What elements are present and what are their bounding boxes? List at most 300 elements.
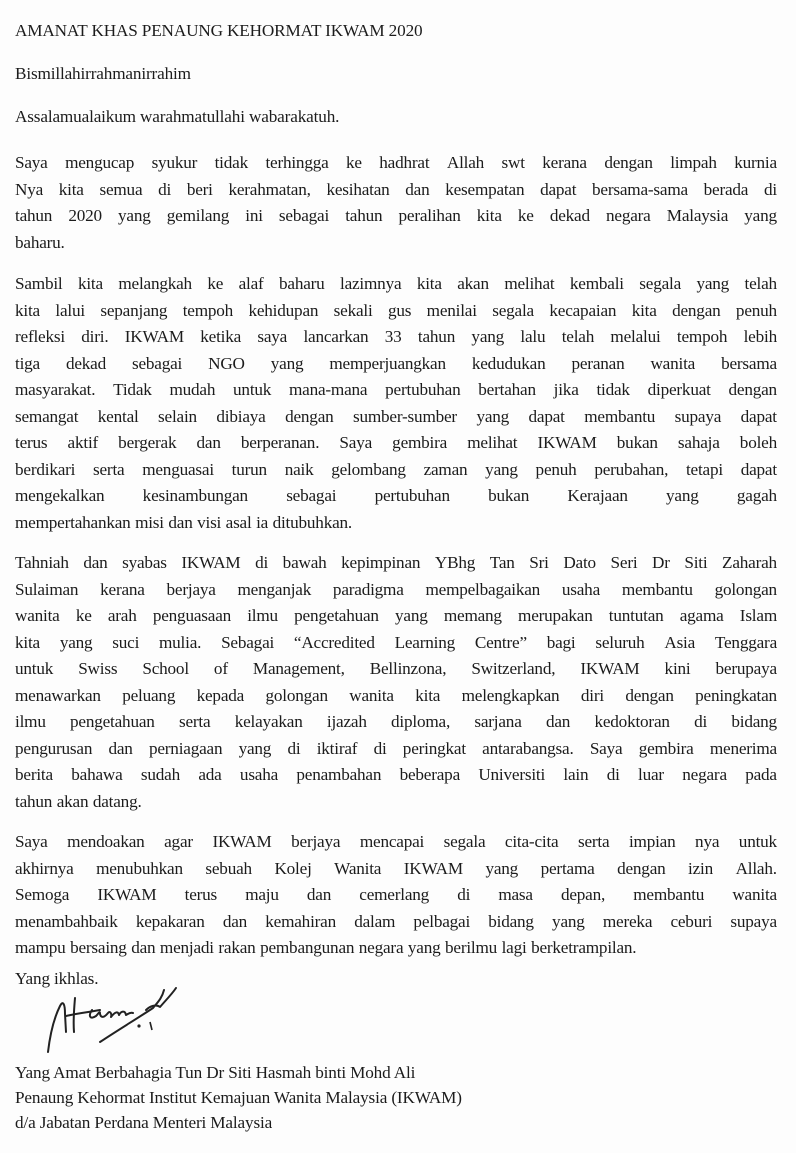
word: Seri [610, 553, 638, 572]
word: lancarkan [303, 327, 369, 346]
word: menganjak [237, 579, 312, 599]
word: bersama-sama [592, 179, 688, 199]
word: berada [703, 179, 749, 199]
word: kerana [542, 153, 587, 172]
word: Sri [529, 553, 549, 572]
word: dan [83, 553, 108, 572]
word: Switzerland, [471, 659, 556, 678]
word: tahun [15, 206, 53, 225]
word: bukan [616, 433, 658, 452]
word: mampu [15, 938, 66, 957]
word: akan [56, 791, 89, 811]
word: memang [443, 606, 502, 625]
paragraph-line [15, 882, 777, 909]
word: yang [395, 606, 428, 625]
word: perniagaan [148, 738, 223, 758]
word: mengucap [65, 153, 135, 172]
word: Zaharah [722, 553, 777, 572]
word: kerahmatan, [228, 179, 311, 199]
word: Bellinzona, [369, 659, 447, 678]
word: sahaja [677, 433, 720, 452]
paragraph-line [15, 709, 777, 736]
word: membantu [584, 406, 656, 426]
word: IKWAM [181, 553, 241, 572]
word: Siti [684, 553, 708, 572]
word: tempoh [182, 300, 234, 320]
word: di [457, 885, 471, 904]
word: ke [517, 206, 534, 225]
word: menjadi [159, 938, 214, 957]
word: ada [198, 765, 222, 784]
word: tiga [15, 353, 40, 373]
word: lain [563, 765, 589, 784]
word: diri [580, 685, 604, 705]
word: wanita [15, 606, 60, 625]
word: kemahiran [265, 911, 337, 931]
word: menambahbaik [15, 911, 118, 931]
word: Saya [15, 832, 48, 851]
word: berupaya [715, 659, 777, 678]
word: berjaya [291, 832, 341, 851]
word: bersaing [70, 938, 127, 957]
word: Nya [15, 179, 44, 199]
closing-line: Yang ikhlas. [15, 969, 99, 988]
word: mudah [169, 380, 216, 399]
word: dapat [540, 179, 577, 199]
paragraph-line [15, 177, 777, 204]
word: ilmu [15, 712, 46, 731]
word: swt [501, 153, 525, 172]
word: aktif [67, 433, 99, 452]
word: Allah [446, 153, 485, 172]
word: usaha [561, 579, 601, 599]
word: kita [476, 206, 502, 225]
word: kedudukan [471, 353, 546, 373]
signature-icon [38, 980, 248, 1055]
word: dekad [549, 206, 590, 225]
word: yang [485, 459, 518, 479]
word: baharu. [15, 232, 65, 252]
word: berilmu [445, 938, 498, 957]
word: dan [131, 938, 156, 957]
word: merupakan [518, 606, 593, 625]
word: semangat [15, 406, 79, 426]
word: diri. [81, 327, 109, 346]
word: pertubuhan [374, 486, 450, 505]
word: negara [682, 765, 727, 784]
word: yang [666, 486, 699, 505]
word: tetapi [685, 459, 723, 479]
word: Tidak [113, 380, 152, 399]
word: tahun [15, 791, 53, 811]
word: di [287, 738, 301, 758]
word: syukur [151, 153, 198, 172]
word: gemilang [166, 206, 230, 225]
paragraph-3 [15, 550, 777, 815]
word: penuh [735, 300, 777, 320]
word: segala [443, 832, 486, 851]
word: IKWAM [580, 659, 640, 678]
word: kelayakan [234, 712, 303, 731]
word: dapat [740, 459, 777, 479]
word: bidang [731, 712, 777, 731]
word: NGO [208, 353, 245, 373]
word: yang [476, 406, 510, 426]
word: iktiraf [316, 738, 358, 758]
word: beri [186, 179, 213, 199]
word: dan [108, 738, 133, 758]
word: pengetahuan [294, 606, 379, 625]
word: limpah [670, 153, 717, 172]
word: bersama [721, 353, 777, 373]
word: bidang [488, 911, 534, 931]
word: kita [631, 300, 657, 320]
signatory-address: d/a Jabatan Perdana Menteri Malaysia [15, 1113, 273, 1132]
word: kembali [569, 274, 624, 293]
word: masyarakat. [15, 380, 96, 399]
word: Islam [739, 606, 777, 625]
word: melengkapkan [461, 685, 560, 705]
word: mana-mana [288, 380, 368, 399]
word: wanita [349, 685, 394, 705]
word: melihat [504, 274, 555, 293]
word: gus [387, 300, 412, 320]
word: Saya [15, 153, 48, 172]
word: usaha [239, 765, 279, 784]
word: kita [58, 179, 84, 199]
word: yang [471, 327, 505, 346]
word: Kerajaan [567, 486, 628, 505]
word: menilai [426, 300, 477, 320]
word: di [255, 553, 269, 572]
paragraph-line [15, 550, 777, 577]
word: kehidupan [248, 300, 319, 320]
word: boleh [739, 433, 777, 452]
word: hadhrat [379, 153, 430, 172]
word: masa [498, 885, 533, 904]
word: bergerak [118, 433, 177, 452]
word: izin [688, 858, 714, 878]
paragraph-line [15, 603, 777, 630]
word: Tenggara [714, 632, 777, 652]
word: yang [270, 353, 304, 373]
word: golongan [714, 579, 777, 599]
paragraph-line [15, 577, 777, 604]
word: saya [257, 327, 288, 346]
word: Allah. [735, 858, 777, 878]
word: di [158, 179, 172, 199]
word: ditubuhkan. [272, 512, 353, 532]
paragraph-line [15, 789, 777, 816]
word: kita [77, 274, 103, 293]
word: berita [15, 765, 53, 784]
word: syabas [122, 553, 167, 572]
word: alaf [238, 274, 264, 293]
paragraph-line [15, 656, 777, 683]
word: serta [93, 459, 125, 479]
word: dapat [740, 406, 777, 426]
word: dengan [604, 153, 653, 172]
word: sekali [333, 300, 373, 320]
word: dan [405, 179, 430, 199]
word: kedoktoran [594, 712, 670, 731]
word: tidak [214, 153, 248, 172]
word: peranan [571, 353, 625, 373]
word: jika [553, 380, 579, 399]
word: pertubuhan [385, 380, 461, 399]
word: naik [284, 459, 314, 479]
word: dengan [285, 406, 334, 426]
word: sepanjang [100, 300, 168, 320]
word: maju [245, 885, 279, 904]
word: wanita [732, 885, 777, 904]
word: telah [744, 274, 777, 293]
word: gagah [736, 486, 777, 505]
word: yang [238, 738, 272, 758]
paragraph-line [15, 510, 777, 537]
word: Tan [489, 553, 515, 572]
paragraph-line [15, 829, 777, 856]
word: tuntutan [608, 606, 664, 625]
word: ketika [200, 327, 242, 346]
word: di [606, 765, 620, 784]
word: turun [231, 459, 267, 479]
word: mulia. [158, 632, 202, 652]
word: melangkah [118, 274, 192, 293]
word: Sulaiman [15, 579, 79, 599]
word: bahawa [71, 765, 123, 784]
word: antarabangsa. [482, 738, 574, 758]
word: Management, [252, 659, 345, 678]
word: kurnia [734, 153, 777, 172]
paragraph-line [15, 909, 777, 936]
word: gembira [392, 433, 448, 452]
word: membantu [621, 579, 693, 599]
word: serta [178, 712, 211, 731]
word: ilmu [247, 606, 278, 625]
word: pertama [540, 858, 595, 878]
word: sebagai [278, 206, 330, 225]
paragraph-line [15, 483, 777, 510]
word: 2020 [68, 206, 102, 225]
word: yang [59, 632, 93, 652]
word: IKWAM [537, 433, 597, 452]
word: segala [492, 300, 534, 320]
word: di [694, 712, 708, 731]
paragraph-line [15, 856, 777, 883]
word: Sambil [15, 274, 63, 293]
word: rakan [218, 938, 256, 957]
paragraph-line [15, 404, 777, 431]
word: kita [15, 300, 40, 320]
word: penuh [535, 459, 577, 479]
word: sarjana [474, 712, 522, 731]
word: wanita [650, 353, 696, 373]
word: bawah [282, 553, 327, 572]
word: datang. [92, 791, 142, 811]
word: Saya [339, 433, 373, 452]
paragraph-line [15, 683, 777, 710]
word: visi [197, 512, 222, 532]
paragraph-line [15, 230, 777, 257]
word: peringkat [402, 738, 466, 758]
word: Asia [664, 632, 696, 652]
word: luar [638, 765, 664, 784]
word: penguasaan [152, 606, 232, 625]
paragraph-1 [15, 150, 777, 256]
word: yang [744, 206, 777, 225]
word: membantu [633, 885, 705, 904]
word: Swiss [78, 659, 118, 678]
word: “Accredited [293, 632, 375, 652]
word: Learning [394, 632, 455, 652]
word: ia [256, 512, 269, 532]
word: Dr [652, 553, 670, 572]
word: of [213, 659, 228, 678]
word: selain [158, 406, 197, 426]
word: Wanita [334, 858, 382, 878]
word: YBhg [434, 553, 476, 572]
word: sebagai [132, 353, 183, 373]
word: diploma, [391, 712, 451, 731]
word: berketrampilan. [531, 938, 637, 957]
paragraph-line [15, 203, 777, 230]
word: golongan [265, 685, 328, 705]
word: yang [696, 274, 730, 293]
word: peralihan [398, 206, 461, 225]
word: ke [75, 606, 92, 625]
word: bagi [546, 632, 576, 652]
word: kesempatan [445, 179, 525, 199]
word: dalam [354, 911, 396, 931]
word: peningkatan [695, 685, 777, 705]
word: tempoh [676, 327, 728, 346]
opening-line: Bismillahirrahmanirrahim [15, 64, 191, 83]
word: menawarkan [15, 685, 101, 705]
word: berperanan. [240, 433, 320, 452]
word: dengan [617, 858, 666, 878]
word: Universiti [478, 765, 546, 784]
word: pelbagai [413, 911, 471, 931]
word: kepakaran [135, 911, 205, 931]
word: arah [107, 606, 137, 625]
word: kesihatan [326, 179, 390, 199]
word: yang [118, 206, 151, 225]
word: gelombang [331, 459, 406, 479]
paragraph-line [15, 298, 777, 325]
word: misi [135, 512, 164, 532]
word: cita-cita [504, 832, 559, 851]
word: agama [679, 606, 724, 625]
word: kita [15, 632, 40, 652]
word: dekad [65, 353, 107, 373]
word: mengekalkan [15, 486, 105, 505]
signatory-name: Yang Amat Berbahagia Tun Dr Siti Hasmah binti Mohd Ali [15, 1063, 416, 1082]
word: mempertahankan [15, 512, 131, 532]
word: mempelbagaikan [425, 579, 541, 599]
word: dan [196, 433, 221, 452]
word: perubahan, [594, 459, 669, 479]
word: tahun [345, 206, 383, 225]
word: pengurusan [15, 738, 93, 758]
word: negara [606, 206, 651, 225]
word: melihat [467, 433, 518, 452]
word: IKWAM [403, 858, 463, 878]
word: dan [222, 911, 248, 931]
word: ke [207, 274, 224, 293]
word: yang [552, 911, 585, 931]
word: tidak [596, 380, 630, 399]
word: kecapaian [549, 300, 617, 320]
word: akhirnya [15, 858, 74, 878]
word: akan [457, 274, 489, 293]
word: penambahan [296, 765, 382, 784]
word: Saya [589, 738, 623, 758]
word: berjaya [166, 579, 216, 599]
word: untuk [15, 659, 54, 678]
word: kita [416, 274, 442, 293]
word: kepada [196, 685, 245, 705]
word: beberapa [399, 765, 460, 784]
word: IKWAM [124, 327, 184, 346]
word: melalui [610, 327, 661, 346]
word: untuk [738, 832, 777, 851]
word: paradigma [332, 579, 404, 599]
word: lebih [743, 327, 777, 346]
word: menerima [709, 738, 777, 758]
paragraph-line [15, 430, 777, 457]
word: terus [184, 885, 218, 904]
word: seluruh [595, 632, 645, 652]
word: bertahan [478, 380, 536, 399]
word: menubuhkan [96, 858, 183, 878]
paragraph-line [15, 271, 777, 298]
word: dapat [528, 406, 565, 426]
word: cemerlang [359, 885, 430, 904]
paragraph-line [15, 457, 777, 484]
word: tahun [417, 327, 456, 346]
word: lazimnya [340, 274, 402, 293]
word: kita [415, 685, 441, 705]
word: lalui [55, 300, 85, 320]
word: dan [545, 712, 571, 731]
paragraph-4 [15, 829, 777, 962]
word: telah [561, 327, 595, 346]
paragraph-line [15, 377, 777, 404]
word: diperkuat [647, 380, 711, 399]
word: dan [306, 885, 332, 904]
word: mereka [602, 911, 653, 931]
document-title: AMANAT KHAS PENAUNG KEHORMAT IKWAM 2020 [15, 21, 423, 40]
word: terus [15, 433, 48, 452]
word: School [142, 659, 189, 678]
paragraph-line [15, 630, 777, 657]
word: serta [577, 832, 610, 851]
word: di [763, 179, 777, 199]
word: sudah [140, 765, 180, 784]
word: agar [164, 832, 193, 851]
word: kini [664, 659, 691, 678]
word: Centre” [474, 632, 527, 652]
word: IKWAM [97, 885, 157, 904]
word: kepimpinan [341, 553, 421, 572]
word: Sebagai [221, 632, 275, 652]
greeting-line: Assalamualaikum warahmatullahi wabarakatuh. [15, 107, 340, 126]
word: zaman [423, 459, 468, 479]
word: pada [745, 765, 777, 784]
word: untuk [233, 380, 272, 399]
word: impian [628, 832, 676, 851]
